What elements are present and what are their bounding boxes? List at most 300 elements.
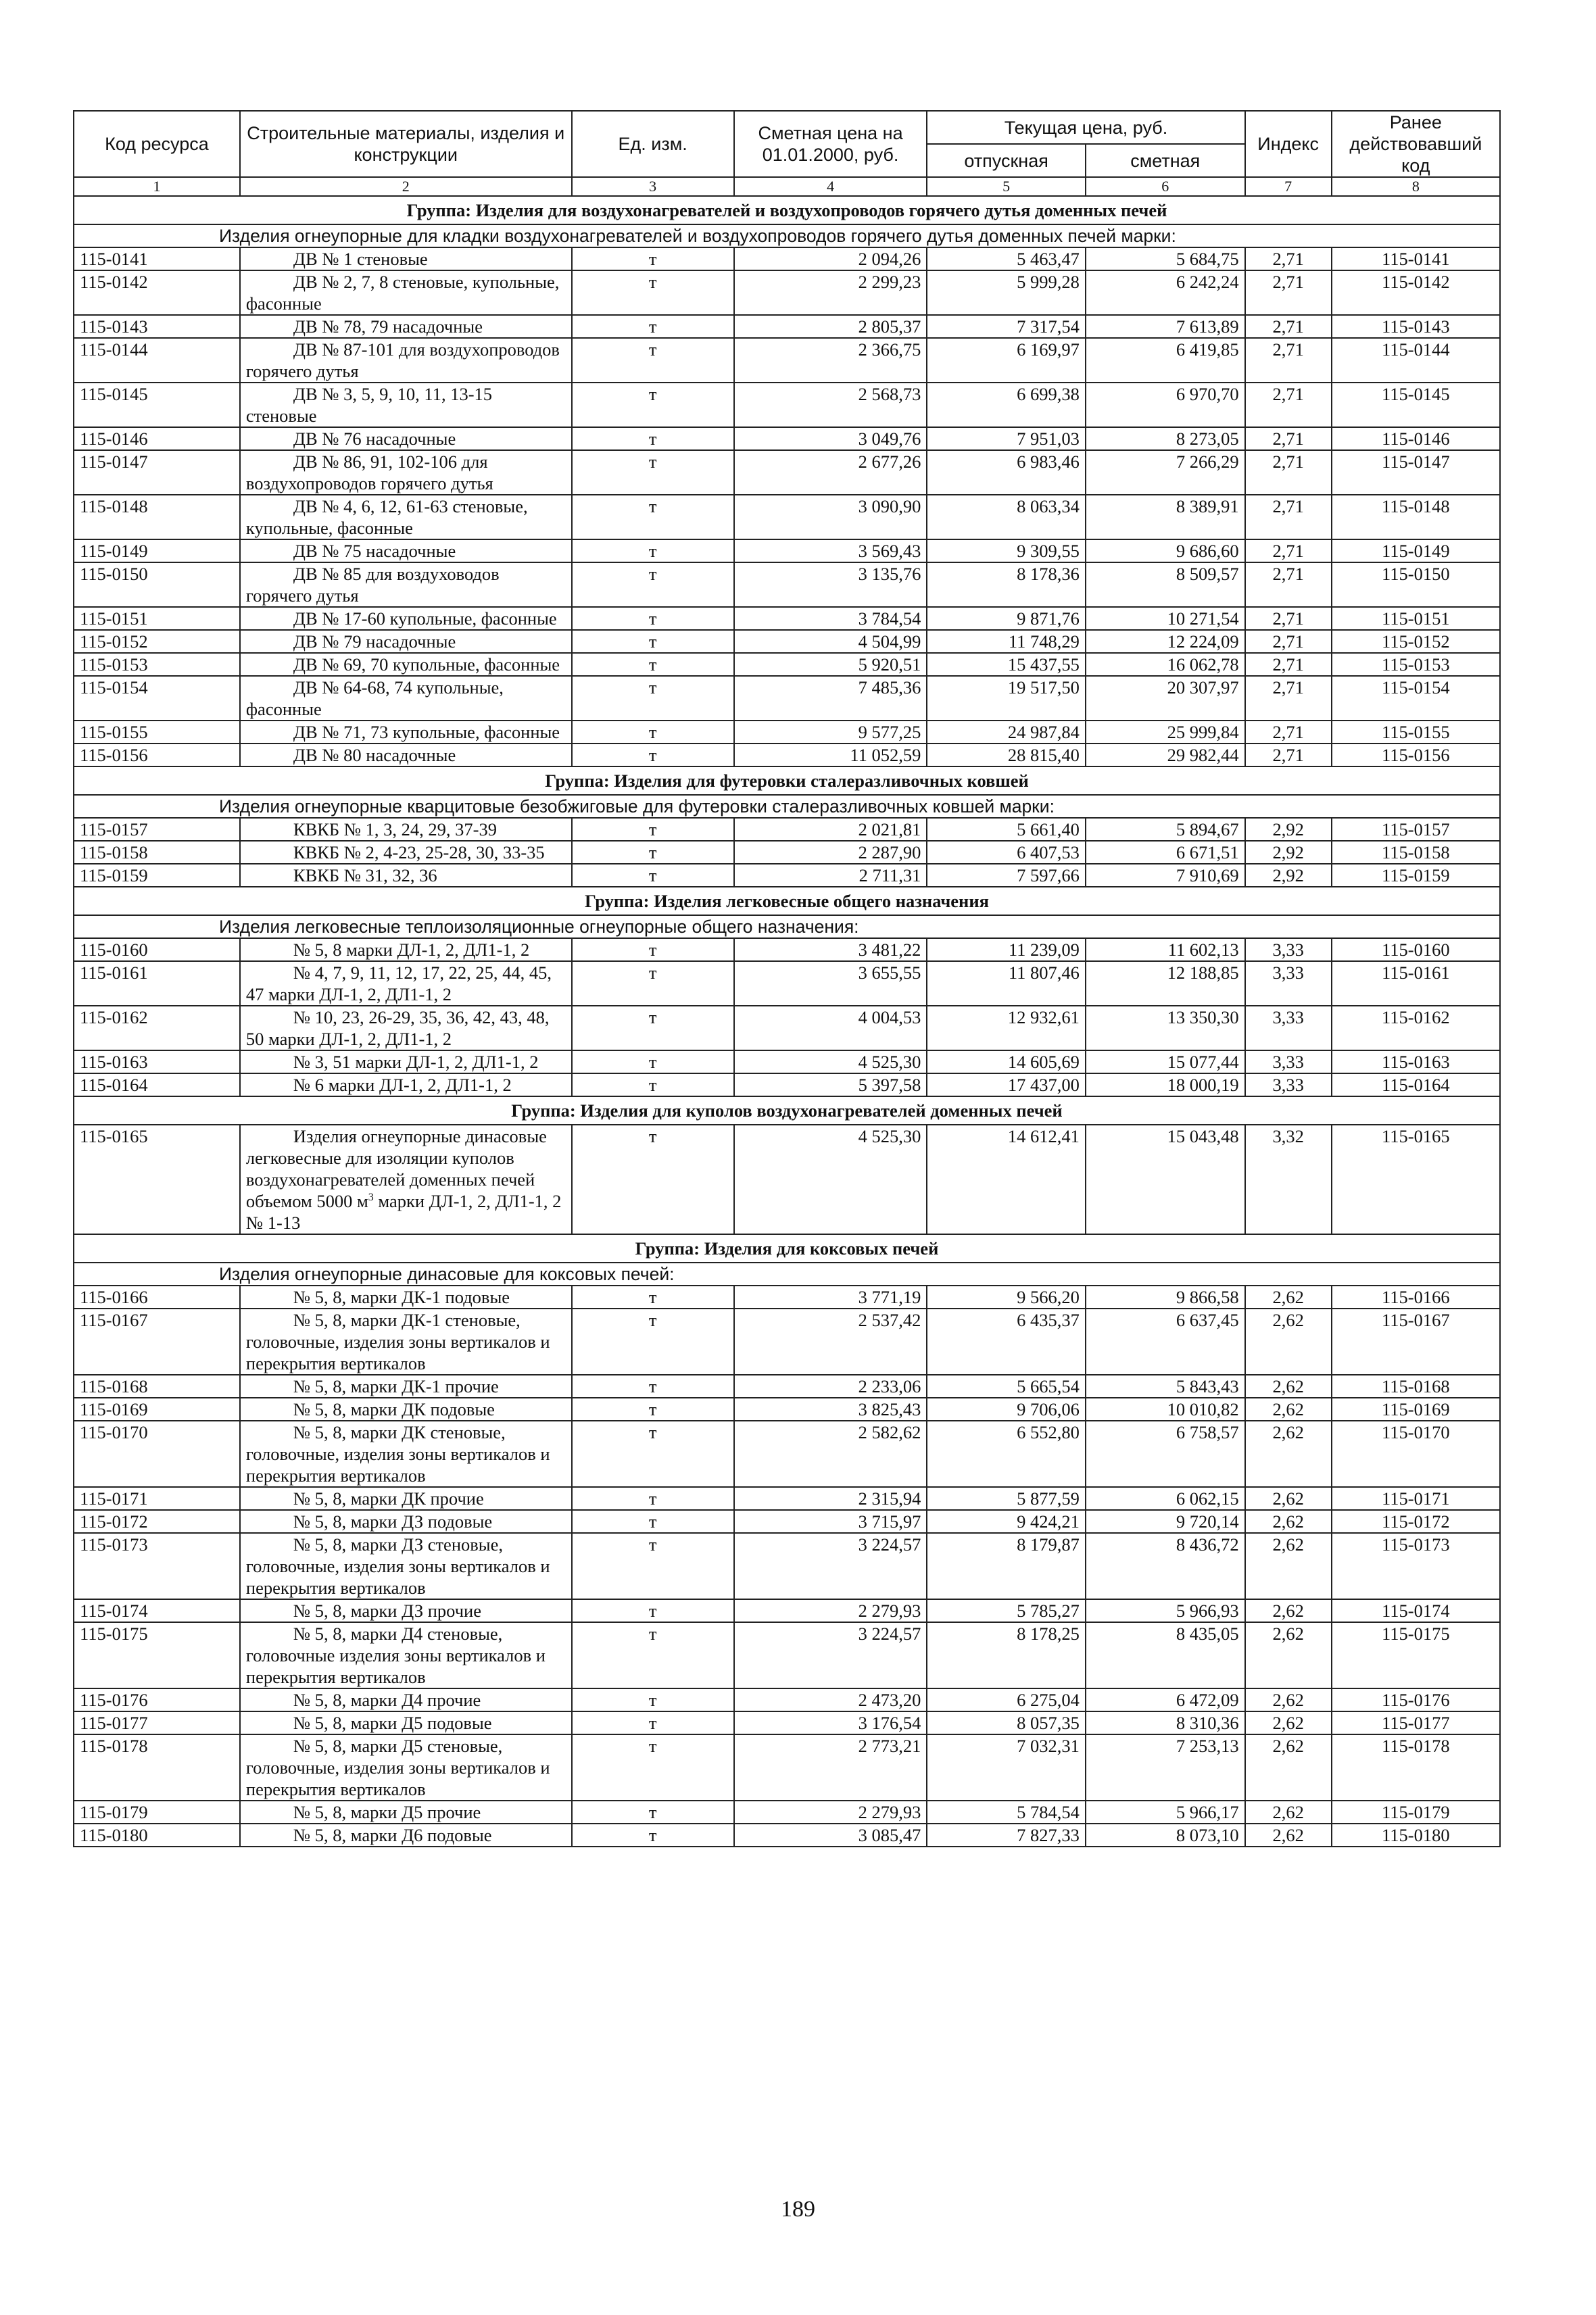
- unit-cell: т: [572, 539, 734, 562]
- unit-cell: т: [572, 1824, 734, 1847]
- resource-code-cell: 115-0153: [74, 653, 240, 676]
- resource-code-cell: 115-0179: [74, 1801, 240, 1824]
- previous-code-cell: 115-0174: [1332, 1599, 1500, 1622]
- unit-cell: т: [572, 315, 734, 338]
- release-price-cell: 9 706,06: [927, 1398, 1086, 1421]
- estimate-price-cell: 29 982,44: [1086, 744, 1245, 766]
- estimate-price-cell: 12 224,09: [1086, 630, 1245, 653]
- base-price-cell: 4 525,30: [734, 1050, 927, 1073]
- table-row: [74, 1801, 1500, 1824]
- col-number: 2: [240, 177, 572, 196]
- material-name-cell: № 4, 7, 9, 11, 12, 17, 22, 25, 44, 45, 47 марки ДЛ-1, 2, ДЛ1-1, 2: [240, 961, 572, 1006]
- base-price-cell: 2 366,75: [734, 338, 927, 383]
- resource-code-cell: 115-0160: [74, 938, 240, 961]
- estimate-price-cell: 6 242,24: [1086, 270, 1245, 315]
- index-cell: 2,62: [1245, 1375, 1332, 1398]
- table-row: [74, 1711, 1500, 1734]
- release-price-cell: 14 612,41: [927, 1125, 1086, 1234]
- index-cell: 2,71: [1245, 383, 1332, 427]
- release-price-cell: 5 877,59: [927, 1487, 1086, 1510]
- release-price-cell: 8 057,35: [927, 1711, 1086, 1734]
- previous-code-cell: 115-0177: [1332, 1711, 1500, 1734]
- material-name-cell: ДВ № 2, 7, 8 стеновые, купольные, фасонные: [240, 270, 572, 315]
- table-row: [74, 1688, 1500, 1711]
- material-name-cell: [240, 1125, 572, 1234]
- unit-cell: т: [572, 1533, 734, 1599]
- material-name-cell: № 5, 8 марки ДЛ-1, 2, ДЛ1-1, 2: [240, 938, 572, 961]
- previous-code-cell: 115-0159: [1332, 864, 1500, 887]
- previous-code-cell: 115-0143: [1332, 315, 1500, 338]
- resource-code-cell: 115-0175: [74, 1622, 240, 1688]
- material-name-cell: ДВ № 71, 73 купольные, фасонные: [240, 721, 572, 744]
- index-cell: 2,62: [1245, 1711, 1332, 1734]
- unit-cell: т: [572, 1801, 734, 1824]
- table-row: [74, 427, 1500, 450]
- index-cell: 2,71: [1245, 539, 1332, 562]
- estimate-price-cell: 5 684,75: [1086, 247, 1245, 270]
- previous-code-cell: 115-0165: [1332, 1125, 1500, 1234]
- base-price-cell: 3 784,54: [734, 607, 927, 630]
- previous-code-cell: 115-0164: [1332, 1073, 1500, 1096]
- unit-cell: т: [572, 247, 734, 270]
- unit-cell: т: [572, 383, 734, 427]
- estimate-price-cell: 8 436,72: [1086, 1533, 1245, 1599]
- material-name-cell: № 5, 8, марки ДК-1 прочие: [240, 1375, 572, 1398]
- index-cell: 2,71: [1245, 247, 1332, 270]
- index-cell: 3,33: [1245, 1006, 1332, 1050]
- resource-code-cell: 115-0165: [74, 1125, 240, 1234]
- table-row: [74, 1622, 1500, 1688]
- col-number: 8: [1332, 177, 1500, 196]
- material-name-cell: № 5, 8, марки ДК стеновые, головочные, изделия зоны вертикалов и перекрытия вертикалов: [240, 1421, 572, 1487]
- table-row: [74, 1125, 1500, 1234]
- group-heading: Группа: Изделия легковесные общего назначения: [74, 887, 1500, 915]
- index-cell: 2,71: [1245, 653, 1332, 676]
- estimate-price-cell: 5 894,67: [1086, 818, 1245, 841]
- base-price-cell: 3 715,97: [734, 1510, 927, 1533]
- release-price-cell: 8 178,25: [927, 1622, 1086, 1688]
- release-price-cell: 9 309,55: [927, 539, 1086, 562]
- estimate-price-cell: 15 043,48: [1086, 1125, 1245, 1234]
- previous-code-cell: 115-0151: [1332, 607, 1500, 630]
- release-price-cell: 11 239,09: [927, 938, 1086, 961]
- unit-cell: т: [572, 938, 734, 961]
- material-name-cell: ДВ № 87-101 для воздухопроводов горячего дутья: [240, 338, 572, 383]
- estimate-price-cell: 20 307,97: [1086, 676, 1245, 721]
- release-price-cell: 5 785,27: [927, 1599, 1086, 1622]
- estimate-price-cell: 10 010,82: [1086, 1398, 1245, 1421]
- resource-code-cell: 115-0156: [74, 744, 240, 766]
- table-row: [74, 864, 1500, 887]
- material-name-cell: КВКБ № 31, 32, 36: [240, 864, 572, 887]
- table-row: [74, 1734, 1500, 1801]
- table-body: [74, 196, 1500, 1847]
- col-header-prev-code: Ранее действовавший код: [1332, 111, 1500, 177]
- resource-code-cell: 115-0150: [74, 562, 240, 607]
- base-price-cell: 11 052,59: [734, 744, 927, 766]
- release-price-cell: 8 178,36: [927, 562, 1086, 607]
- estimate-price-cell: 12 188,85: [1086, 961, 1245, 1006]
- table-row: [74, 1309, 1500, 1375]
- unit-cell: т: [572, 864, 734, 887]
- release-price-cell: 6 435,37: [927, 1309, 1086, 1375]
- material-name-cell: № 5, 8, марки Д5 подовые: [240, 1711, 572, 1734]
- release-price-cell: 9 424,21: [927, 1510, 1086, 1533]
- group-heading: Группа: Изделия для воздухонагревателей и воздухопроводов горячего дутья доменных печей: [74, 196, 1500, 224]
- col-header-current-price: Текущая цена, руб.: [927, 111, 1244, 144]
- resource-code-cell: 115-0152: [74, 630, 240, 653]
- base-price-cell: 2 582,62: [734, 1421, 927, 1487]
- table-row: [74, 653, 1500, 676]
- base-price-cell: 4 525,30: [734, 1125, 927, 1234]
- previous-code-cell: 115-0170: [1332, 1421, 1500, 1487]
- col-header-base-price: Сметная цена на 01.01.2000, руб.: [734, 111, 927, 177]
- material-name-cell: № 5, 8, марки ДЗ прочие: [240, 1599, 572, 1622]
- index-cell: 2,92: [1245, 864, 1332, 887]
- estimate-price-cell: 5 966,93: [1086, 1599, 1245, 1622]
- index-cell: 2,92: [1245, 818, 1332, 841]
- material-name-cell: № 5, 8, марки ДК-1 стеновые, головочные, изделия зоны вертикалов и перекрытия вертикалов: [240, 1309, 572, 1375]
- subgroup-heading-row: [74, 1263, 1500, 1286]
- estimate-price-cell: 10 271,54: [1086, 607, 1245, 630]
- estimate-price-cell: 6 970,70: [1086, 383, 1245, 427]
- table-row: [74, 1533, 1500, 1599]
- estimate-price-cell: 11 602,13: [1086, 938, 1245, 961]
- estimate-price-cell: 7 266,29: [1086, 450, 1245, 495]
- unit-cell: т: [572, 818, 734, 841]
- table-row: [74, 1375, 1500, 1398]
- subgroup-heading-row: [74, 224, 1500, 247]
- table-row: [74, 270, 1500, 315]
- release-price-cell: 7 827,33: [927, 1824, 1086, 1847]
- base-price-cell: 3 090,90: [734, 495, 927, 539]
- base-price-cell: 3 224,57: [734, 1622, 927, 1688]
- index-cell: 3,33: [1245, 961, 1332, 1006]
- group-heading-row: [74, 196, 1500, 224]
- table-row: [74, 1398, 1500, 1421]
- resource-code-cell: 115-0157: [74, 818, 240, 841]
- release-price-cell: 24 987,84: [927, 721, 1086, 744]
- unit-cell: т: [572, 1050, 734, 1073]
- unit-cell: т: [572, 1599, 734, 1622]
- material-name-cell: № 5, 8, марки Д5 стеновые, головочные, изделия зоны вертикалов и перекрытия вертикалов: [240, 1734, 572, 1801]
- previous-code-cell: 115-0171: [1332, 1487, 1500, 1510]
- previous-code-cell: 115-0179: [1332, 1801, 1500, 1824]
- resource-code-cell: 115-0155: [74, 721, 240, 744]
- previous-code-cell: 115-0158: [1332, 841, 1500, 864]
- material-name-cell: ДВ № 76 насадочные: [240, 427, 572, 450]
- base-price-cell: 2 473,20: [734, 1688, 927, 1711]
- resource-code-cell: 115-0176: [74, 1688, 240, 1711]
- previous-code-cell: 115-0180: [1332, 1824, 1500, 1847]
- table-row: [74, 818, 1500, 841]
- unit-cell: т: [572, 495, 734, 539]
- index-cell: 3,33: [1245, 938, 1332, 961]
- release-price-cell: 9 871,76: [927, 607, 1086, 630]
- previous-code-cell: 115-0163: [1332, 1050, 1500, 1073]
- material-name-cell: ДВ № 86, 91, 102-106 для воздухопроводов горячего дутья: [240, 450, 572, 495]
- estimate-price-cell: 13 350,30: [1086, 1006, 1245, 1050]
- estimate-price-cell: 15 077,44: [1086, 1050, 1245, 1073]
- material-name-cell: ДВ № 78, 79 насадочные: [240, 315, 572, 338]
- material-name-cell: № 5, 8, марки ДЗ подовые: [240, 1510, 572, 1533]
- material-name-cell: № 5, 8, марки Д6 подовые: [240, 1824, 572, 1847]
- previous-code-cell: 115-0154: [1332, 676, 1500, 721]
- base-price-cell: 3 085,47: [734, 1824, 927, 1847]
- resource-code-cell: 115-0141: [74, 247, 240, 270]
- table-row: [74, 247, 1500, 270]
- index-cell: 2,71: [1245, 676, 1332, 721]
- table-row: [74, 744, 1500, 766]
- resource-code-cell: 115-0168: [74, 1375, 240, 1398]
- base-price-cell: 4 004,53: [734, 1006, 927, 1050]
- estimate-price-cell: 9 686,60: [1086, 539, 1245, 562]
- previous-code-cell: 115-0162: [1332, 1006, 1500, 1050]
- unit-cell: т: [572, 1309, 734, 1375]
- previous-code-cell: 115-0146: [1332, 427, 1500, 450]
- previous-code-cell: 115-0155: [1332, 721, 1500, 744]
- table-row: [74, 1073, 1500, 1096]
- unit-cell: т: [572, 427, 734, 450]
- base-price-cell: 2 279,93: [734, 1599, 927, 1622]
- table-row: [74, 1006, 1500, 1050]
- price-table: [73, 110, 1501, 1847]
- estimate-price-cell: 8 073,10: [1086, 1824, 1245, 1847]
- col-header-estimate-price: сметная: [1086, 144, 1245, 177]
- resource-code-cell: 115-0148: [74, 495, 240, 539]
- base-price-cell: 3 771,19: [734, 1286, 927, 1309]
- unit-cell: т: [572, 841, 734, 864]
- estimate-price-cell: 9 720,14: [1086, 1510, 1245, 1533]
- estimate-price-cell: 16 062,78: [1086, 653, 1245, 676]
- resource-code-cell: 115-0142: [74, 270, 240, 315]
- previous-code-cell: 115-0145: [1332, 383, 1500, 427]
- index-cell: 2,62: [1245, 1688, 1332, 1711]
- base-price-cell: 2 094,26: [734, 247, 927, 270]
- estimate-price-cell: 6 637,45: [1086, 1309, 1245, 1375]
- previous-code-cell: 115-0141: [1332, 247, 1500, 270]
- index-cell: 2,62: [1245, 1487, 1332, 1510]
- previous-code-cell: 115-0150: [1332, 562, 1500, 607]
- previous-code-cell: 115-0169: [1332, 1398, 1500, 1421]
- table-header: [74, 111, 1500, 196]
- unit-cell: т: [572, 1125, 734, 1234]
- table-row: [74, 1286, 1500, 1309]
- base-price-cell: 2 299,23: [734, 270, 927, 315]
- subgroup-heading: Изделия огнеупорные для кладки воздухонагревателей и воздухопроводов горячего дутья доменных печей марки:: [74, 224, 1500, 247]
- base-price-cell: 3 224,57: [734, 1533, 927, 1599]
- index-cell: 2,62: [1245, 1398, 1332, 1421]
- unit-cell: т: [572, 653, 734, 676]
- unit-cell: т: [572, 676, 734, 721]
- base-price-cell: 2 805,37: [734, 315, 927, 338]
- material-name-cell: № 5, 8, марки ДЗ стеновые, головочные, изделия зоны вертикалов и перекрытия вертикалов: [240, 1533, 572, 1599]
- unit-cell: т: [572, 1734, 734, 1801]
- material-name-cell: ДВ № 64-68, 74 купольные, фасонные: [240, 676, 572, 721]
- release-price-cell: 14 605,69: [927, 1050, 1086, 1073]
- group-heading-row: [74, 1096, 1500, 1125]
- estimate-price-cell: 18 000,19: [1086, 1073, 1245, 1096]
- subgroup-heading-row: [74, 915, 1500, 938]
- release-price-cell: 6 169,97: [927, 338, 1086, 383]
- unit-cell: т: [572, 744, 734, 766]
- material-name-cell: № 6 марки ДЛ-1, 2, ДЛ1-1, 2: [240, 1073, 572, 1096]
- release-price-cell: 5 784,54: [927, 1801, 1086, 1824]
- table-row: [74, 1510, 1500, 1533]
- unit-cell: т: [572, 450, 734, 495]
- col-number: 1: [74, 177, 240, 196]
- previous-code-cell: 115-0153: [1332, 653, 1500, 676]
- resource-code-cell: 115-0172: [74, 1510, 240, 1533]
- resource-code-cell: 115-0174: [74, 1599, 240, 1622]
- release-price-cell: 15 437,55: [927, 653, 1086, 676]
- resource-code-cell: 115-0161: [74, 961, 240, 1006]
- release-price-cell: 6 407,53: [927, 841, 1086, 864]
- price-sheet: [73, 110, 1501, 1847]
- group-heading-row: [74, 887, 1500, 915]
- material-name-text: Изделия огнеупорные динасовые легковесные для изоляции куполов воздухонагревателей доменных печей объемом 5000: [245, 1126, 547, 1211]
- base-price-cell: 3 569,43: [734, 539, 927, 562]
- previous-code-cell: 115-0167: [1332, 1309, 1500, 1375]
- previous-code-cell: 115-0173: [1332, 1533, 1500, 1599]
- index-cell: 2,62: [1245, 1309, 1332, 1375]
- base-price-cell: 3 825,43: [734, 1398, 927, 1421]
- index-cell: 2,62: [1245, 1421, 1332, 1487]
- index-cell: 2,62: [1245, 1734, 1332, 1801]
- previous-code-cell: 115-0178: [1332, 1734, 1500, 1801]
- index-cell: 2,71: [1245, 495, 1332, 539]
- base-price-cell: 2 233,06: [734, 1375, 927, 1398]
- previous-code-cell: 115-0160: [1332, 938, 1500, 961]
- estimate-price-cell: 8 273,05: [1086, 427, 1245, 450]
- base-price-cell: 5 920,51: [734, 653, 927, 676]
- resource-code-cell: 115-0144: [74, 338, 240, 383]
- release-price-cell: 8 063,34: [927, 495, 1086, 539]
- table-row: [74, 315, 1500, 338]
- previous-code-cell: 115-0156: [1332, 744, 1500, 766]
- unit-cell: т: [572, 1286, 734, 1309]
- table-row: [74, 495, 1500, 539]
- subgroup-heading: Изделия огнеупорные кварцитовые безобжиговые для футеровки сталеразливочных ковшей марки:: [74, 795, 1500, 818]
- material-name-cell: № 5, 8, марки Д4 прочие: [240, 1688, 572, 1711]
- unit-cell: т: [572, 1398, 734, 1421]
- table-row: [74, 607, 1500, 630]
- base-price-cell: 2 287,90: [734, 841, 927, 864]
- index-cell: 2,71: [1245, 315, 1332, 338]
- release-price-cell: 6 552,80: [927, 1421, 1086, 1487]
- material-name-cell: № 5, 8, марки ДК подовые: [240, 1398, 572, 1421]
- base-price-cell: 3 655,55: [734, 961, 927, 1006]
- release-price-cell: 19 517,50: [927, 676, 1086, 721]
- table-row: [74, 539, 1500, 562]
- resource-code-cell: 115-0167: [74, 1309, 240, 1375]
- material-name-cell: ДВ № 17-60 купольные, фасонные: [240, 607, 572, 630]
- resource-code-cell: 115-0158: [74, 841, 240, 864]
- base-price-cell: 3 135,76: [734, 562, 927, 607]
- unit-cell: т: [572, 630, 734, 653]
- previous-code-cell: 115-0176: [1332, 1688, 1500, 1711]
- material-name-cell: КВКБ № 2, 4-23, 25-28, 30, 33-35: [240, 841, 572, 864]
- previous-code-cell: 115-0148: [1332, 495, 1500, 539]
- index-cell: 2,62: [1245, 1510, 1332, 1533]
- base-price-cell: 2 537,42: [734, 1309, 927, 1375]
- base-price-cell: 7 485,36: [734, 676, 927, 721]
- resource-code-cell: 115-0149: [74, 539, 240, 562]
- estimate-price-cell: 5 843,43: [1086, 1375, 1245, 1398]
- release-price-cell: 28 815,40: [927, 744, 1086, 766]
- col-number: 7: [1245, 177, 1332, 196]
- index-cell: 2,62: [1245, 1533, 1332, 1599]
- index-cell: 3,33: [1245, 1050, 1332, 1073]
- unit-cell: т: [572, 607, 734, 630]
- previous-code-cell: 115-0166: [1332, 1286, 1500, 1309]
- material-name-cell: КВКБ № 1, 3, 24, 29, 37-39: [240, 818, 572, 841]
- estimate-price-cell: 6 758,57: [1086, 1421, 1245, 1487]
- resource-code-cell: 115-0147: [74, 450, 240, 495]
- index-cell: 2,62: [1245, 1801, 1332, 1824]
- estimate-price-cell: 7 613,89: [1086, 315, 1245, 338]
- previous-code-cell: 115-0144: [1332, 338, 1500, 383]
- release-price-cell: 6 275,04: [927, 1688, 1086, 1711]
- unit-cell: т: [572, 961, 734, 1006]
- resource-code-cell: 115-0171: [74, 1487, 240, 1510]
- release-price-cell: 8 179,87: [927, 1533, 1086, 1599]
- unit-cell: т: [572, 1073, 734, 1096]
- resource-code-cell: 115-0177: [74, 1711, 240, 1734]
- unit-cell: т: [572, 1510, 734, 1533]
- release-price-cell: 6 699,38: [927, 383, 1086, 427]
- estimate-price-cell: 8 310,36: [1086, 1711, 1245, 1734]
- unit-exponent: 3: [368, 1192, 374, 1204]
- index-cell: 2,71: [1245, 338, 1332, 383]
- index-cell: 3,32: [1245, 1125, 1332, 1234]
- index-cell: 2,71: [1245, 721, 1332, 744]
- material-name-cell: № 5, 8, марки ДК-1 подовые: [240, 1286, 572, 1309]
- col-header-name: Строительные материалы, изделия и конструкции: [240, 111, 572, 177]
- base-price-cell: 5 397,58: [734, 1073, 927, 1096]
- col-number: 3: [572, 177, 734, 196]
- previous-code-cell: 115-0149: [1332, 539, 1500, 562]
- group-heading: Группа: Изделия для куполов воздухонагревателей доменных печей: [74, 1096, 1500, 1125]
- group-heading: Группа: Изделия для футеровки сталеразливочных ковшей: [74, 766, 1500, 795]
- group-heading-row: [74, 1234, 1500, 1263]
- estimate-price-cell: 7 253,13: [1086, 1734, 1245, 1801]
- estimate-price-cell: 8 389,91: [1086, 495, 1245, 539]
- release-price-cell: 7 951,03: [927, 427, 1086, 450]
- subgroup-heading-row: [74, 795, 1500, 818]
- subgroup-heading: Изделия легковесные теплоизоляционные огнеупорные общего назначения:: [74, 915, 1500, 938]
- subgroup-heading: Изделия огнеупорные динасовые для коксовых печей:: [74, 1263, 1500, 1286]
- unit-cell: т: [572, 721, 734, 744]
- estimate-price-cell: 6 062,15: [1086, 1487, 1245, 1510]
- previous-code-cell: 115-0161: [1332, 961, 1500, 1006]
- base-price-cell: 2 711,31: [734, 864, 927, 887]
- material-name-cell: № 5, 8, марки Д4 стеновые, головочные изделия зоны вертикалов и перекрытия вертикалов: [240, 1622, 572, 1688]
- index-cell: 2,71: [1245, 427, 1332, 450]
- material-name-cell: ДВ № 69, 70 купольные, фасонные: [240, 653, 572, 676]
- estimate-price-cell: 5 966,17: [1086, 1801, 1245, 1824]
- unit-cell: т: [572, 1375, 734, 1398]
- volume-unit: м: [356, 1191, 368, 1211]
- col-header-release-price: отпускная: [927, 144, 1086, 177]
- table-row: [74, 1487, 1500, 1510]
- material-name-cell: ДВ № 79 насадочные: [240, 630, 572, 653]
- release-price-cell: 7 032,31: [927, 1734, 1086, 1801]
- estimate-price-cell: 25 999,84: [1086, 721, 1245, 744]
- index-cell: 2,71: [1245, 270, 1332, 315]
- table-row: [74, 721, 1500, 744]
- index-cell: 2,71: [1245, 450, 1332, 495]
